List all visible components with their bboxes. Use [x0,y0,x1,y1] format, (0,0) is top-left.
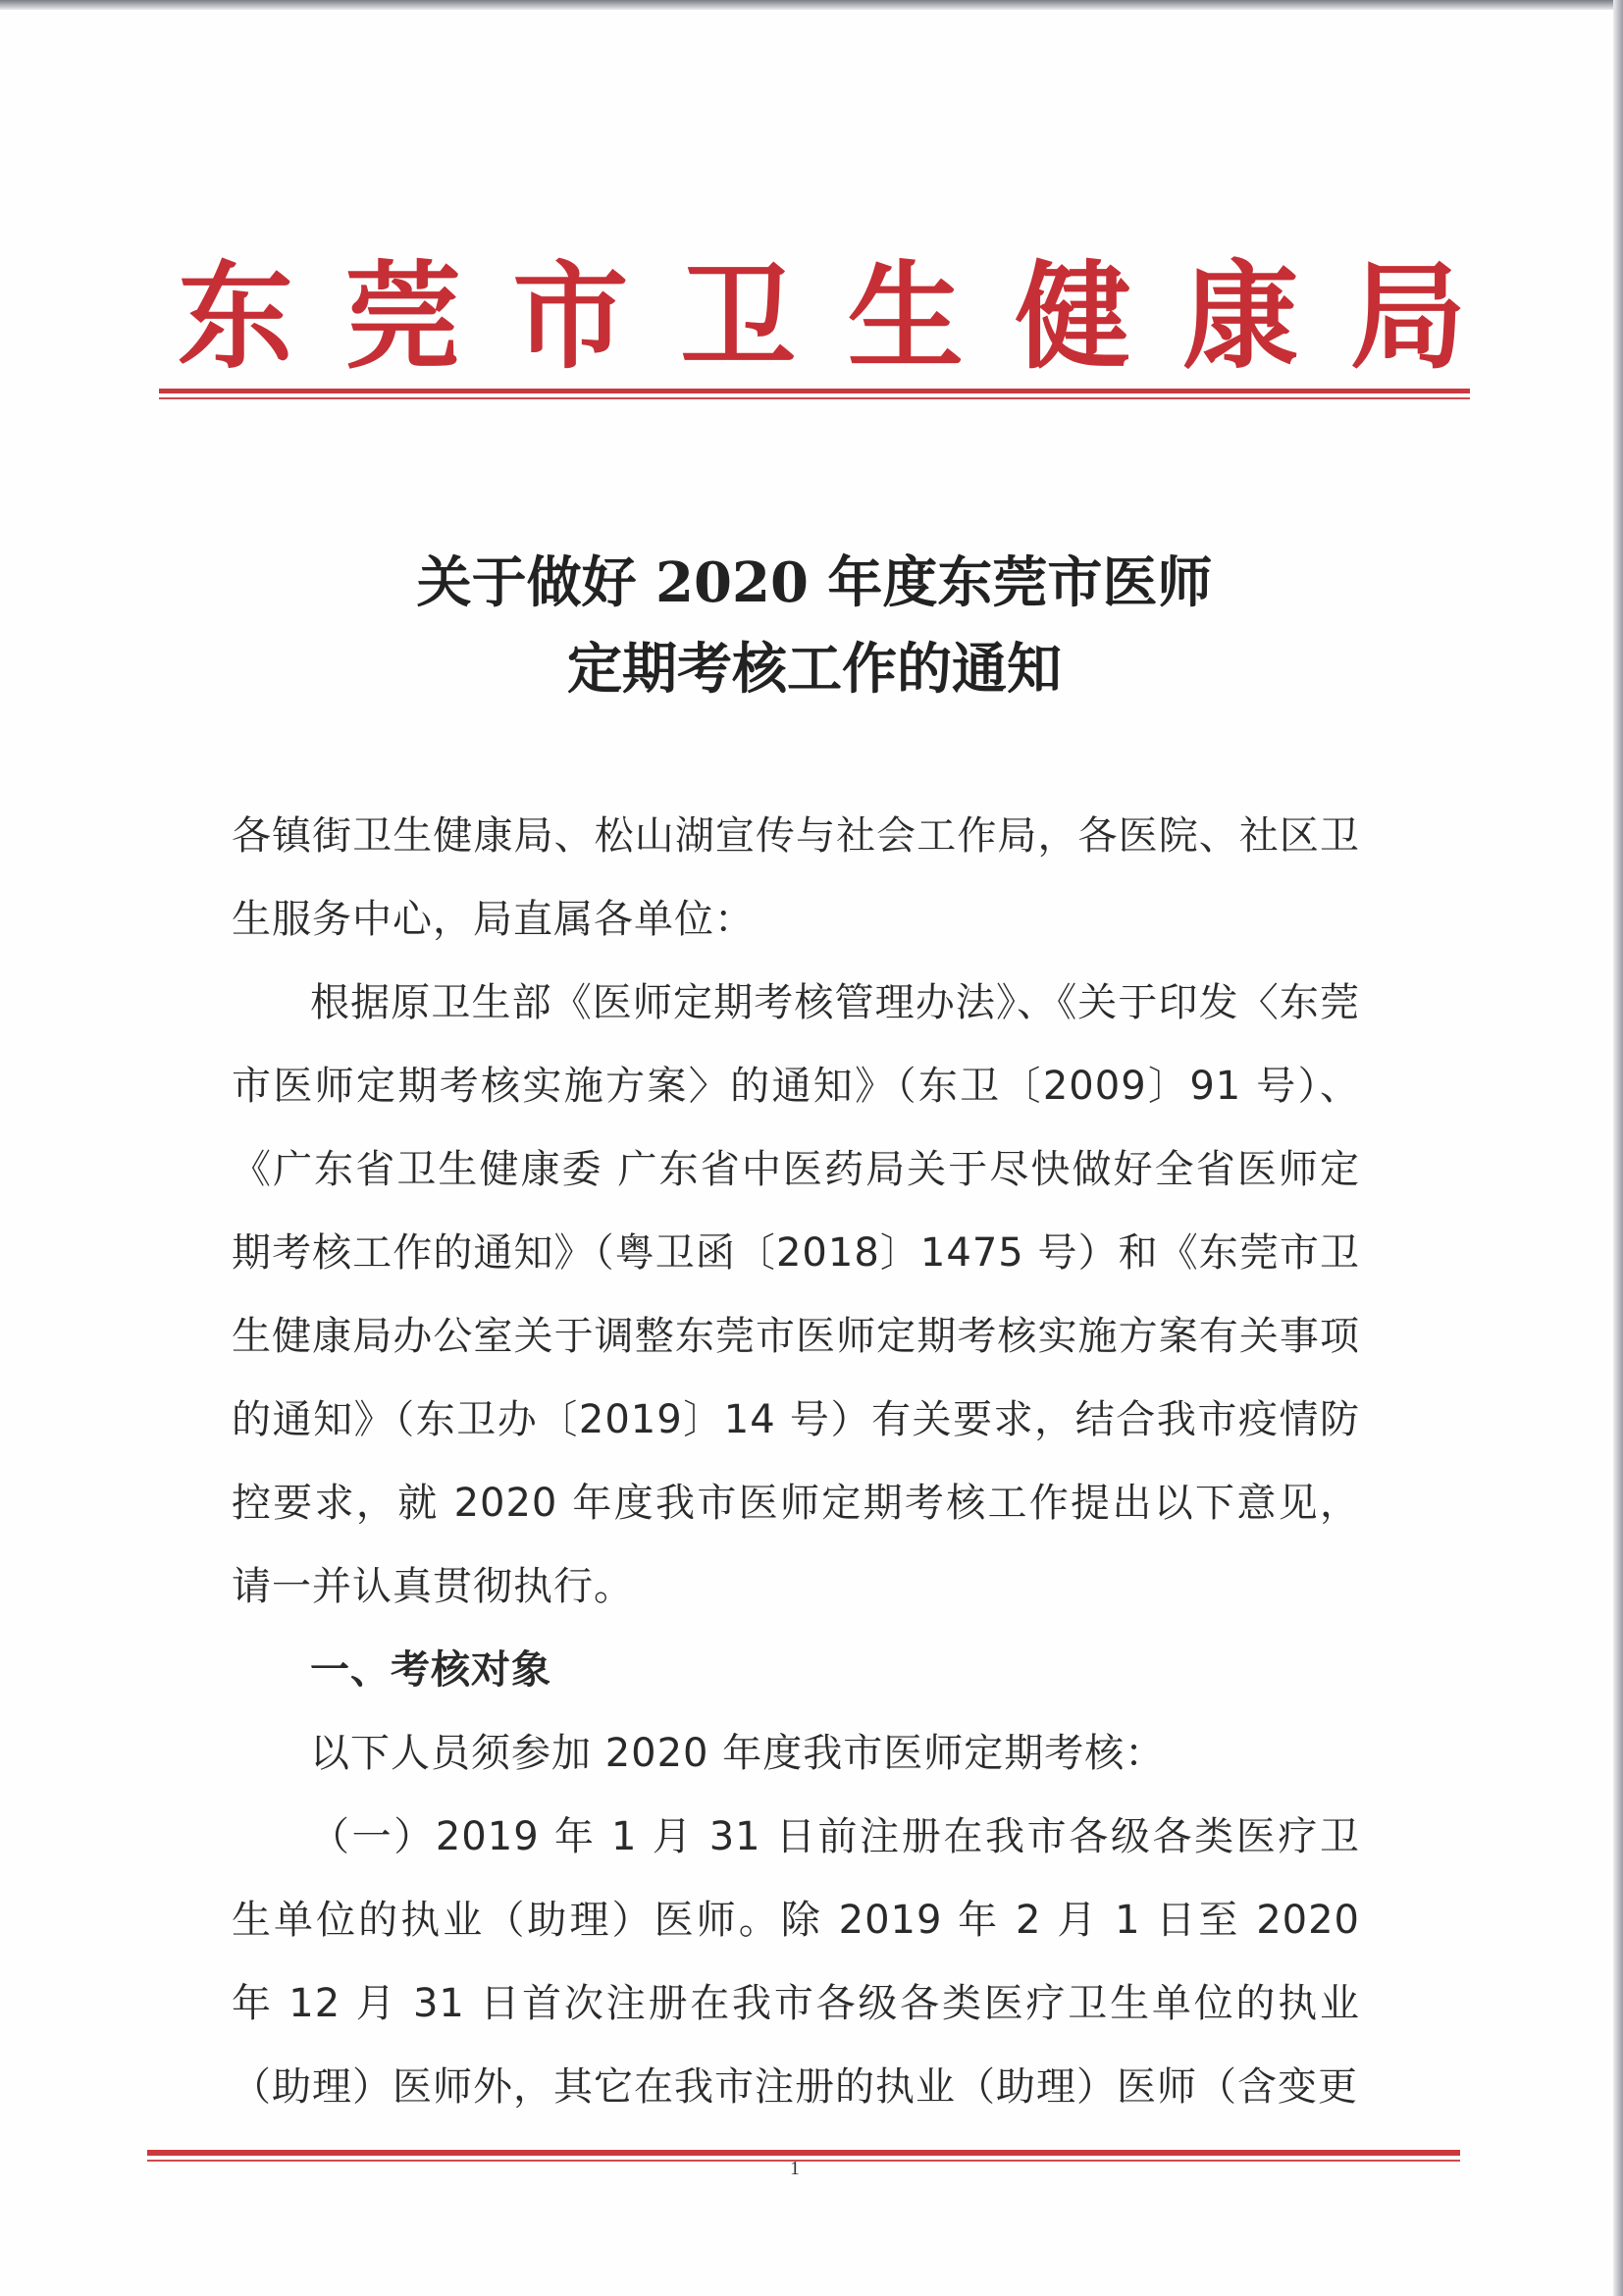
letterhead-char: 健 [1015,248,1131,385]
letterhead-char: 卫 [680,248,797,385]
page-number: 1 [790,2158,800,2179]
letterhead-char: 康 [1182,248,1299,385]
intro-paragraph: 根据原卫生部《医师定期考核管理办法》、《关于印发〈东莞市医师定期考核实施方案〉的通知》（东卫〔2009〕91 号）、《广东省卫生健康委 广东省中医药局关于尽快做好全省医师定期考核工作的通知》（粤卫函〔2018〕1475 号）和《东莞市卫生健康局办公室关于调整东莞市医师定期考核实施方案有关事项的通知》（东卫办〔2019〕14 号）有关要求，结合我市疫情防控要求，就 2020 年度我市医师定期考核工作提出以下意见，请一并认真贯彻执行。 [232,980,1360,1609]
document-title [177,540,1452,712]
letterhead-rule-thin [159,397,1470,399]
scan-edge-top [0,0,1623,10]
letterhead-char: 东 [177,248,293,385]
letterhead-char: 莞 [344,248,461,385]
letterhead-char: 生 [847,248,964,385]
letterhead-title [172,243,1472,391]
letterhead-char: 局 [1349,248,1466,385]
section-1-intro: 以下人员须参加 2020 年度我市医师定期考核： [310,1731,1166,1776]
title-line-2: 定期考核工作的通知 [567,637,1062,702]
letterhead-char: 市 [512,248,629,385]
title-line-1: 关于做好 2020 年度东莞市医师 [416,550,1213,615]
document-body [232,795,1360,2129]
recipients-paragraph: 各镇街卫生健康局、松山湖宣传与社会工作局，各医院、社区卫生服务中心，局直属各单位： [232,813,1360,942]
section-1-heading: 一、考核对象 [310,1647,551,1693]
letterhead-rule-thick [159,389,1470,393]
section-1-item-1: （一）2019 年 1 月 31 日前注册在我市各级各类医疗卫生单位的执业（助理）医师。除 2019 年 2 月 1 日至 2020 年 12 月 31 日首次注册在我市各级各类医疗卫生单位的执业（助理）医师外，其它在我市注册的执业（助理）医师（含变更 [232,1814,1360,2110]
scan-edge-right [1613,0,1623,2296]
footer-rule-thick [147,2150,1460,2156]
